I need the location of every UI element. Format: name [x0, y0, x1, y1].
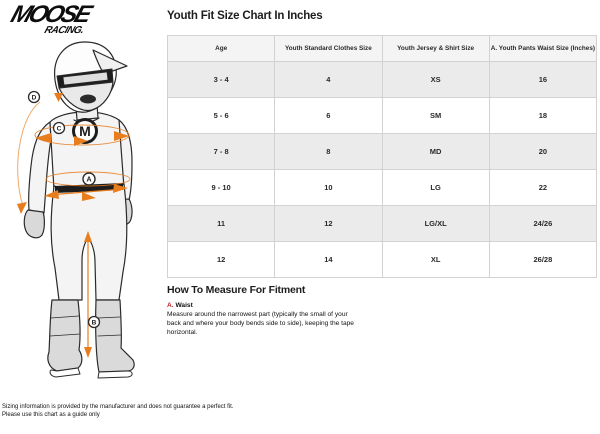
table-row — [168, 62, 597, 98]
col-header-jersey-size: Youth Jersey & Shirt Size — [382, 36, 489, 62]
how-to-heading: How To Measure For Fitment — [167, 284, 306, 296]
cell-clothes: 14 — [275, 242, 382, 278]
table-row — [168, 98, 597, 134]
cell-age: 9 - 10 — [168, 170, 275, 206]
table-header-row — [168, 36, 597, 62]
cell-jersey: LG — [382, 170, 489, 206]
rider-measurement-figure — [0, 28, 170, 408]
cell-age: 12 — [168, 242, 275, 278]
cell-waist: 24/26 — [489, 206, 596, 242]
brand-line2: RACING. — [42, 25, 86, 36]
marker-b: B — [91, 319, 97, 327]
disclaimer-line1: Sizing information is provided by the manufacturer and does not guarantee a perfect fit. — [2, 404, 234, 410]
cell-jersey: MD — [382, 134, 489, 170]
measure-label: Waist — [175, 302, 193, 309]
page-title: Youth Fit Size Chart In Inches — [167, 10, 323, 22]
cell-waist: 26/28 — [489, 242, 596, 278]
table-row — [168, 170, 597, 206]
cell-clothes: 12 — [275, 206, 382, 242]
cell-waist: 20 — [489, 134, 596, 170]
brand-line1: MOOSE — [7, 2, 93, 28]
logo-letter: M — [79, 123, 91, 139]
cell-jersey: XL — [382, 242, 489, 278]
col-header-waist-size: A. Youth Pants Waist Size (Inches) — [489, 36, 596, 62]
col-header-clothes-size: Youth Standard Clothes Size — [275, 36, 382, 62]
marker-d: D — [31, 94, 37, 102]
marker-a: A — [86, 176, 92, 184]
how-to-measure-section — [167, 284, 377, 337]
table-row — [168, 242, 597, 278]
right-boot-sole — [98, 371, 132, 378]
disclaimer — [2, 404, 233, 419]
cell-jersey: LG/XL — [382, 206, 489, 242]
col-header-age: Age — [168, 36, 275, 62]
cell-waist: 16 — [489, 62, 596, 98]
size-table — [167, 35, 597, 278]
cell-waist: 18 — [489, 98, 596, 134]
cell-age: 5 - 6 — [168, 98, 275, 134]
cell-age: 7 - 8 — [168, 134, 275, 170]
chin-vent — [80, 95, 96, 104]
measure-letter: A. — [167, 302, 174, 309]
cell-clothes: 4 — [275, 62, 382, 98]
marker-c: C — [56, 125, 62, 133]
cell-clothes: 6 — [275, 98, 382, 134]
cell-waist: 22 — [489, 170, 596, 206]
left-glove — [24, 210, 44, 238]
table-row — [168, 206, 597, 242]
table-row — [168, 134, 597, 170]
cell-jersey: XS — [382, 62, 489, 98]
cell-age: 11 — [168, 206, 275, 242]
measure-item-heading — [167, 302, 377, 309]
cell-jersey: SM — [382, 98, 489, 134]
cell-clothes: 8 — [275, 134, 382, 170]
measure-instructions: Measure around the narrowest part (typically the small of your back and where your body bends side to side), keeping the tape horizontal. — [167, 311, 354, 337]
disclaimer-line2: Please use this chart as a guide only — [2, 411, 100, 418]
cell-clothes: 10 — [275, 170, 382, 206]
cell-age: 3 - 4 — [168, 62, 275, 98]
